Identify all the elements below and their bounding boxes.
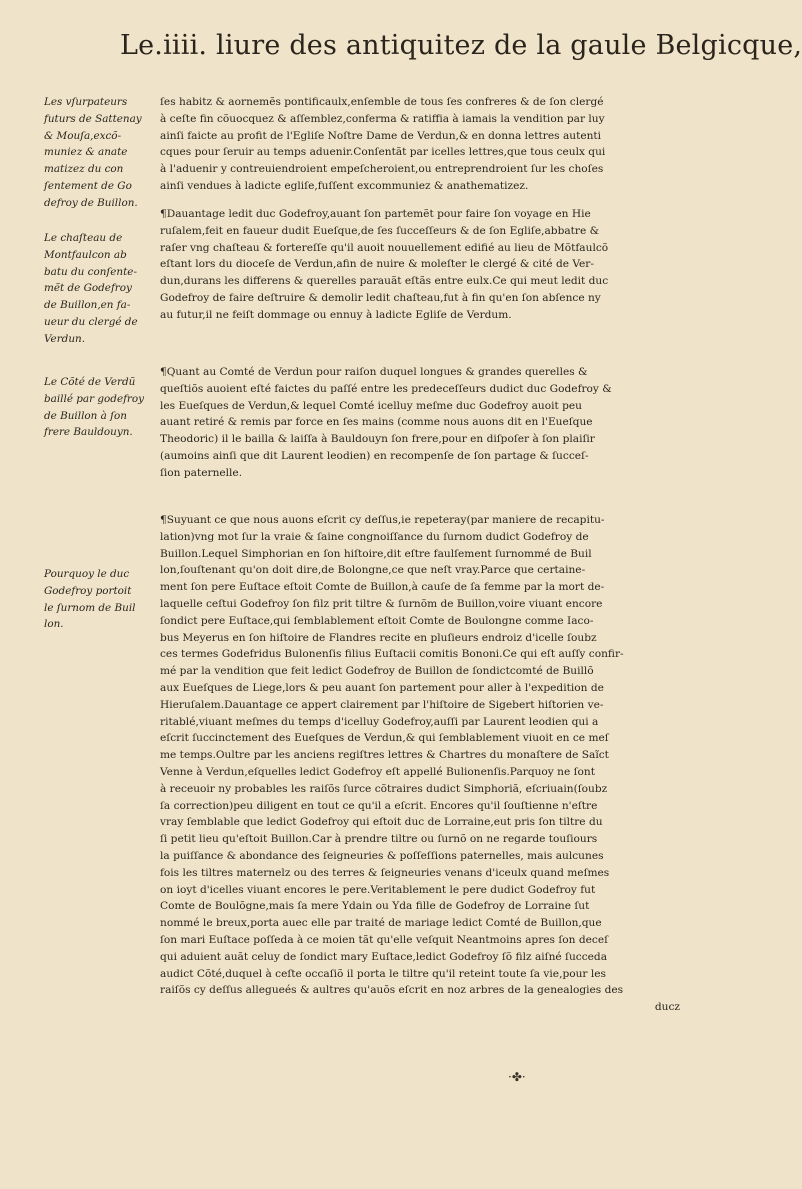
text-line: ſi petit lieu qu'eſtoit Buillon.Car à prendre tiltre ou ſurnõ on ne regarde touſiours (160, 833, 598, 846)
text-line: ces termes Godefridus Bulonenſis filius Euſtacii comitis Bononi.Ce qui eſt auſſy confir- (160, 648, 624, 661)
text-line: raſer vng chaſteau & forterеſſe qu'il auoit nouuellement edifié au lieu de Mõtfaulcõ (160, 241, 609, 254)
text-line: ment ſon pere Euſtace eſtoit Comte de Buillon,à cauſe de ſa femme par la mort de- (160, 581, 605, 594)
text-line: ritablé,viuant meſmes du temps d'icelluy Godefroy,auſſi par Laurent leodien qui a (160, 715, 599, 728)
text-line: ſondict pere Euſtace,qui ſemblablement eſtoit Comte de Boulongne comme Iaco- (160, 614, 594, 627)
text-line: Venne à Verdun,eſquelles ledict Godefroy eſt appellé Bulionenſis.Parquoy ne ſont (160, 765, 595, 778)
text-line: raiſõs cy deſſus allegueés & aultres qu'auõs eſcrit en noz arbres de la genealogies des (160, 984, 624, 997)
text-line: ¶Quant au Comté de Verdun pour raiſon duquel longues & grandes querelles & (160, 366, 588, 378)
text-line: nommé le breux,porta auec elle par traité de mariage ledict Comté de Buillon,que (160, 917, 602, 930)
margin-note-4: Pourquoy le duc Godefroy portoit le ſurnom de Buil lon. (44, 568, 136, 631)
text-line: Godefroy de faire deſtruire & demolir ledit chaſteau,fut à fin qu'en ſon abſence ny (160, 291, 601, 304)
text-line: ainſi vendues à ladicte egliſe,fuſſent excommuniez & anathematizez. (160, 179, 529, 192)
text-line: qui aduient auãt celuy de ſondict mary Euſtace,ledict Godefroy ſõ filz aiſné ſucceda (160, 950, 608, 963)
text-line: Hieruſalem.Dauantage ce appert clairement par l'hiſtoire de Sigebert hiſtorien ve- (160, 698, 604, 711)
text-line: mé par la vendition que feit ledict Godefroy de Buillon de ſondictcomté de Buillõ (160, 665, 594, 678)
text-line: auant retiré & remis par force en ſes mains (comme nous auons dit en l'Eueſque (160, 416, 593, 429)
text-line: à ceſte fin cõuocquez & aſſemblez,conferma & ratiffia à iamais la vendition par luy (160, 112, 605, 125)
text-line: queſtiõs auoient eſté faictes du paſſé entre les predeceſſeurs dudict duc Godefroy & (160, 382, 612, 395)
text-line: lation)vng mot ſur la vraie & ſaine congnoiſſance du ſurnom dudict Godefroy de (160, 530, 589, 543)
text-line: ſa correction)peu diligent en tout ce qu'il a eſcrit. Encores qu'il ſouſtienne n'eſtre (160, 799, 598, 812)
text-line: eſtant lors du dioceſe de Verdun,afin de nuire & moleſter le clergé & cité de Ver- (160, 258, 594, 271)
text-line: dun,durans les differens & querelles parauãt eſtãs entre eulx.Ce qui meut ledit duc (160, 275, 609, 288)
text-line: me temps.Oultre par les anciens regiſtres lettres & Chartres du monaſtere de Saĩct (160, 749, 609, 762)
text-line: cques pour ſeruir au temps aduenir.Conſentãt par icelles lettres,que tous ceulx qui (160, 146, 606, 159)
text-line: Comte de Boulõgne,mais ſa mere Ydain ou Yda fille de Godefroy de Lorraine ſut (160, 900, 590, 913)
margin-note-3: Le Cõté de Verdũ baillé par godefroy de Buillon à ſon frere Bauldouyn. (44, 376, 145, 439)
text-line: eſcrit ſuccinctement des Eueſques de Verdun,& qui ſemblablement viuoit en ce meſ (160, 732, 609, 745)
text-line: bus Meyerus en ſon hiſtoire de Flandres recite en pluſieurs endroiz d'icelle ſoubz (160, 631, 597, 644)
paragraph-1 (160, 94, 680, 195)
text-line: fois les tiltres maternelz ou des terres & ſeigneuries venans d'iceulx quand meſmes (160, 866, 610, 879)
paragraph-4 (160, 512, 680, 1016)
text-line: laquelle ceſtui Godefroy ſon filz prit tiltre & ſurnõm de Buillon,voire viuant encore (160, 597, 603, 610)
text-line: on ioyt d'icelles viuant encores le pere.Veritablement le pere dudict Godefroy fut (160, 883, 596, 896)
text-line: aux Eueſques de Liege,lors & peu auant ſon partement pour aller à l'expedition de (160, 681, 604, 694)
text-line: ¶Dauantage ledit duc Godefroy,auant ſon partemẽt pour faire ſon voyage en Hie (160, 208, 591, 220)
running-header: Le.iiii. liure des antiquitez de la gaule Belgicque, (120, 30, 802, 61)
paragraph-2 (160, 206, 680, 324)
text-line: ſion paternelle. (160, 466, 243, 479)
text-line: les Eueſques de Verdun,& lequel Comté icelluy meſme duc Godefroy auoit peu (160, 399, 582, 412)
text-line: Buillon.Lequel Simphorian en ſon hiſtoire,dit eſtre faulſement ſurnommé de Buil (160, 547, 592, 560)
text-line: Theodoric) il le bailla & laiſſa à Bauldouyn ſon frere,pour en diſpoſer à ſon plaiſir (160, 433, 595, 446)
text-line: audict Cõté,duquel à ceſte occaſiõ il porta le tiltre qu'il reteint toute ſa vie,pour les (160, 967, 606, 980)
text-line: ſon mari Euſtace poſſeda à ce moien tãt qu'elle veſquit Neantmoins apres ſon deceſ (160, 933, 609, 946)
paragraph-3 (160, 364, 680, 482)
text-line: lon,ſouſtenant qu'on doit dire,de Bolongne,ce que neſt vray.Parce que certaine- (160, 564, 586, 577)
text-line: la puiſſance & abondance des ſeigneuries & poſſeſſions paternelles, mais aulcunes (160, 849, 604, 862)
text-line: ruſalem,feit en faueur dudit Eueſque,de ſes ſucceſſeurs & de ſon Egliſe,abbatre & (160, 224, 600, 237)
text-line: vray ſemblable que ledict Godefroy qui eſtoit duc de Lorraine,eut pris ſon tiltre du (160, 816, 603, 829)
text-line: au futur,il ne feiſt dommage ou ennuy à ladicte Egliſe de Verdum. (160, 308, 512, 321)
text-line: ſes habitz & aornemẽs pontificaulx,enſemble de tous ſes confreres & de ſon clergé (160, 96, 604, 108)
margin-note-2: Le chaſteau de Montfaulcon ab batu du conſente- mẽt de Godefroy de Buillon,en fa- ueur du clergé de Verdun. (44, 232, 138, 345)
text-line: (aumoins ainſi que dit Laurent leodien) en recompenſe de ſon partage & ſucceſ- (160, 449, 589, 462)
ink-mark: ·✤· (508, 1070, 526, 1084)
text-line: ¶Suyuant ce que nous auons eſcrit cy deſſus,ie repeteray(par maniere de recapitu- (160, 514, 605, 526)
text-line: ainſi faicte au profit de l'Egliſe Noſtre Dame de Verdun,& en donna lettres autenti (160, 129, 602, 142)
text-line: ducz (654, 1001, 680, 1014)
text-line: à l'aduenir y contreuiendroient empeſcheroient,ou entreprendroient ſur les choſes (160, 163, 604, 176)
margin-note-1: Les vſurpateurs futurs de Sattenay & Mouſa,excõ- muniez & anate matizez du con ſentement de Go defroy de Buillon. (44, 96, 142, 209)
text-line: à receuoir ny probables les raiſõs ſurce cõtraires dudict Simphoriã, eſcriuain(ſoubz (160, 782, 608, 795)
